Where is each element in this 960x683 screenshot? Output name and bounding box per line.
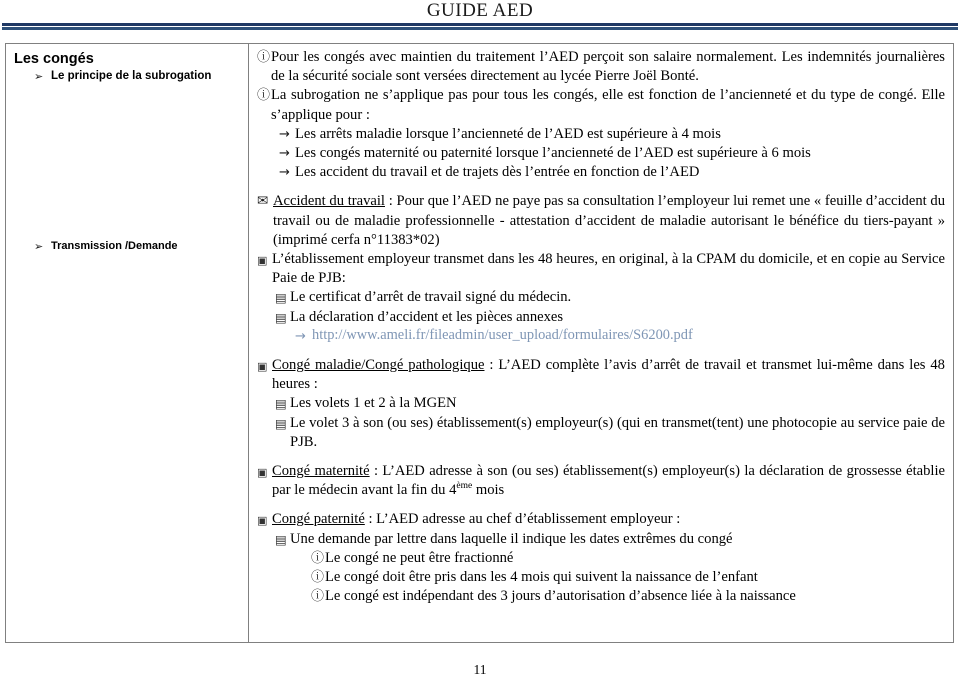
list-item (311, 549, 945, 568)
conge-maternite-superscript: ème (456, 481, 473, 492)
list-item (275, 308, 945, 327)
arrow-bullet-icon: ➢ (34, 240, 44, 253)
content-table (5, 43, 954, 643)
list-item-label: Les arrêts maladie lorsque l’ancienneté de l’AED est supérieure à 4 mois (295, 125, 721, 142)
list-item (275, 530, 945, 549)
paragraph-text: La subrogation ne s’applique pas pour tous les congés, elle est fonction de l’ancienneté et du type de congé. Elle s’applique pour : (271, 87, 945, 123)
conge-paternite-title: Congé paternité (272, 511, 365, 528)
list-item (275, 414, 945, 452)
window-icon: ▣ (257, 360, 268, 374)
section-conge-paternite (257, 510, 945, 606)
paragraph-subrogation-2 (257, 86, 945, 124)
section-conge-maternite (257, 462, 945, 500)
list-item-label: Les volets 1 et 2 à la MGEN (290, 395, 457, 412)
page-number: 11 (473, 662, 487, 677)
conge-maternite-heading-line (257, 462, 945, 500)
sidebar-item-subrogation[interactable] (34, 69, 244, 84)
sidebar-item-label: Le principe de la subrogation (51, 70, 212, 82)
window-icon: ▣ (257, 254, 268, 268)
book-icon: ▤ (275, 531, 287, 547)
accident-transmit-text: L’établissement employeur transmet dans les 48 heures, en original, à la CPAM du domicile, et en copie au Service Paie de PJB: (272, 251, 945, 287)
list-item-label: Les congés maternité ou paternité lorsque l’ancienneté de l’AED est supérieure à 6 mois (295, 145, 811, 162)
sidebar-item-transmission[interactable] (34, 239, 244, 254)
circled-info-icon: ⓘ (311, 550, 325, 566)
section-conge-maladie (257, 356, 945, 452)
conge-paternite-body: : L’AED adresse au chef d’établissement employeur : (364, 511, 681, 528)
circled-info-icon: ⓘ (311, 570, 325, 586)
envelope-icon: ✉ (257, 193, 269, 210)
header-divider (2, 23, 958, 30)
accident-doc-list (275, 288, 945, 326)
list-item-label: Le congé est indépendant des 3 jours d’autorisation d’absence liée à la naissance (325, 588, 796, 605)
list-item-label: Le congé ne peut être fractionné (325, 549, 514, 566)
main-content-column (249, 44, 953, 642)
conge-maternite-body-before: : L’AED adresse à son (ou ses) établissement(s) employeur(s) la déclaration de grossesse établie par le médecin avant la fin du 4 (272, 463, 945, 499)
paragraph-text: Pour les congés avec maintien du traitement l’AED perçoit son salaire normalement. Les indemnités journalières de la sécurité sociale sont versées directement au lycée Pierre Joël Bonté. (271, 49, 945, 85)
book-icon: ▤ (275, 415, 287, 431)
sidebar-item-label: Transmission /Demande (51, 240, 178, 252)
list-item (279, 163, 945, 182)
conge-maladie-body: : L’AED complète l’avis d’arrêt de travail et transmet lui-même dans les 48 heures : (272, 357, 945, 393)
arrow-icon: → (279, 146, 290, 162)
arrow-icon: → (279, 165, 290, 181)
conge-paternite-paragraph (272, 510, 945, 529)
list-item (279, 144, 945, 163)
circled-info-icon: ⓘ (311, 589, 325, 605)
page-title: GUIDE AED (426, 0, 534, 21)
list-item-label: La déclaration d’accident et les pièces annexes (290, 308, 564, 325)
conge-paternite-notes-list (311, 549, 945, 607)
paragraph-subrogation-1 (257, 48, 945, 86)
accident-body: : Pour que l’AED ne paye pas sa consultation l’employeur lui remet une « feuille d’accident du travail ou de maladie professionnelle - attestation d’accident de maladie autorisant le bénéfice du tiers-payant » (imprimé cerfa n°11383*02) (273, 193, 945, 248)
window-icon: ▣ (257, 466, 268, 480)
arrow-icon: → (295, 328, 306, 344)
window-icon: ▣ (257, 514, 268, 528)
arrow-bullet-icon: ➢ (34, 70, 44, 83)
list-item-label: Le congé doit être pris dans les 4 mois qui suivent la naissance de l’enfant (325, 569, 758, 586)
conge-maternite-title: Congé maternité (272, 463, 370, 480)
list-item-label: Le volet 3 à son (ou ses) établissement(s) employeur(s) (qui en transmet(tent) une photocopie au service paie de PJB. (290, 414, 945, 450)
arrow-icon: → (279, 126, 290, 142)
conge-paternite-doc-list (275, 530, 945, 549)
subrogation-arrow-list (279, 125, 945, 183)
list-item-label: Une demande par lettre dans laquelle il indique les dates extrêmes du congé (290, 530, 733, 547)
conge-maternite-body-after: mois (472, 482, 505, 499)
accident-heading-line (257, 192, 945, 250)
accident-paragraph (273, 192, 945, 250)
book-icon: ▤ (275, 290, 287, 306)
circled-info-icon: ⓘ (257, 50, 271, 65)
conge-maternite-paragraph (272, 462, 945, 500)
conge-maladie-title: Congé maladie/Congé pathologique (272, 357, 485, 374)
ameli-form-link[interactable]: http://www.ameli.fr/fileadmin/user_upload/formulaires/S6200.pdf (312, 326, 693, 343)
header-rule-bottom (2, 27, 958, 30)
conge-paternite-heading-line (257, 510, 945, 529)
list-item (275, 288, 945, 307)
conge-maladie-paragraph (272, 356, 945, 394)
section-accident-travail (257, 192, 945, 346)
conge-maladie-heading-line (257, 356, 945, 394)
sidebar-heading: Les congés (14, 51, 94, 67)
circled-info-icon: ⓘ (257, 88, 271, 104)
accident-transmit-line (257, 250, 945, 288)
list-item-label: Les accident du travail et de trajets dès l’entrée en fonction de l’AED (295, 164, 700, 181)
list-item-label: Le certificat d’arrêt de travail signé du médecin. (290, 289, 572, 306)
book-icon: ▤ (275, 309, 287, 325)
book-icon: ▤ (275, 396, 287, 412)
conge-maladie-doc-list (275, 394, 945, 452)
list-item (279, 125, 945, 144)
list-item (275, 394, 945, 413)
sidebar-column (6, 44, 249, 642)
list-item (311, 587, 945, 606)
accident-link-row[interactable] (295, 327, 945, 346)
accident-title: Accident du travail (273, 193, 385, 210)
list-item (311, 568, 945, 587)
document-header (0, 0, 960, 30)
